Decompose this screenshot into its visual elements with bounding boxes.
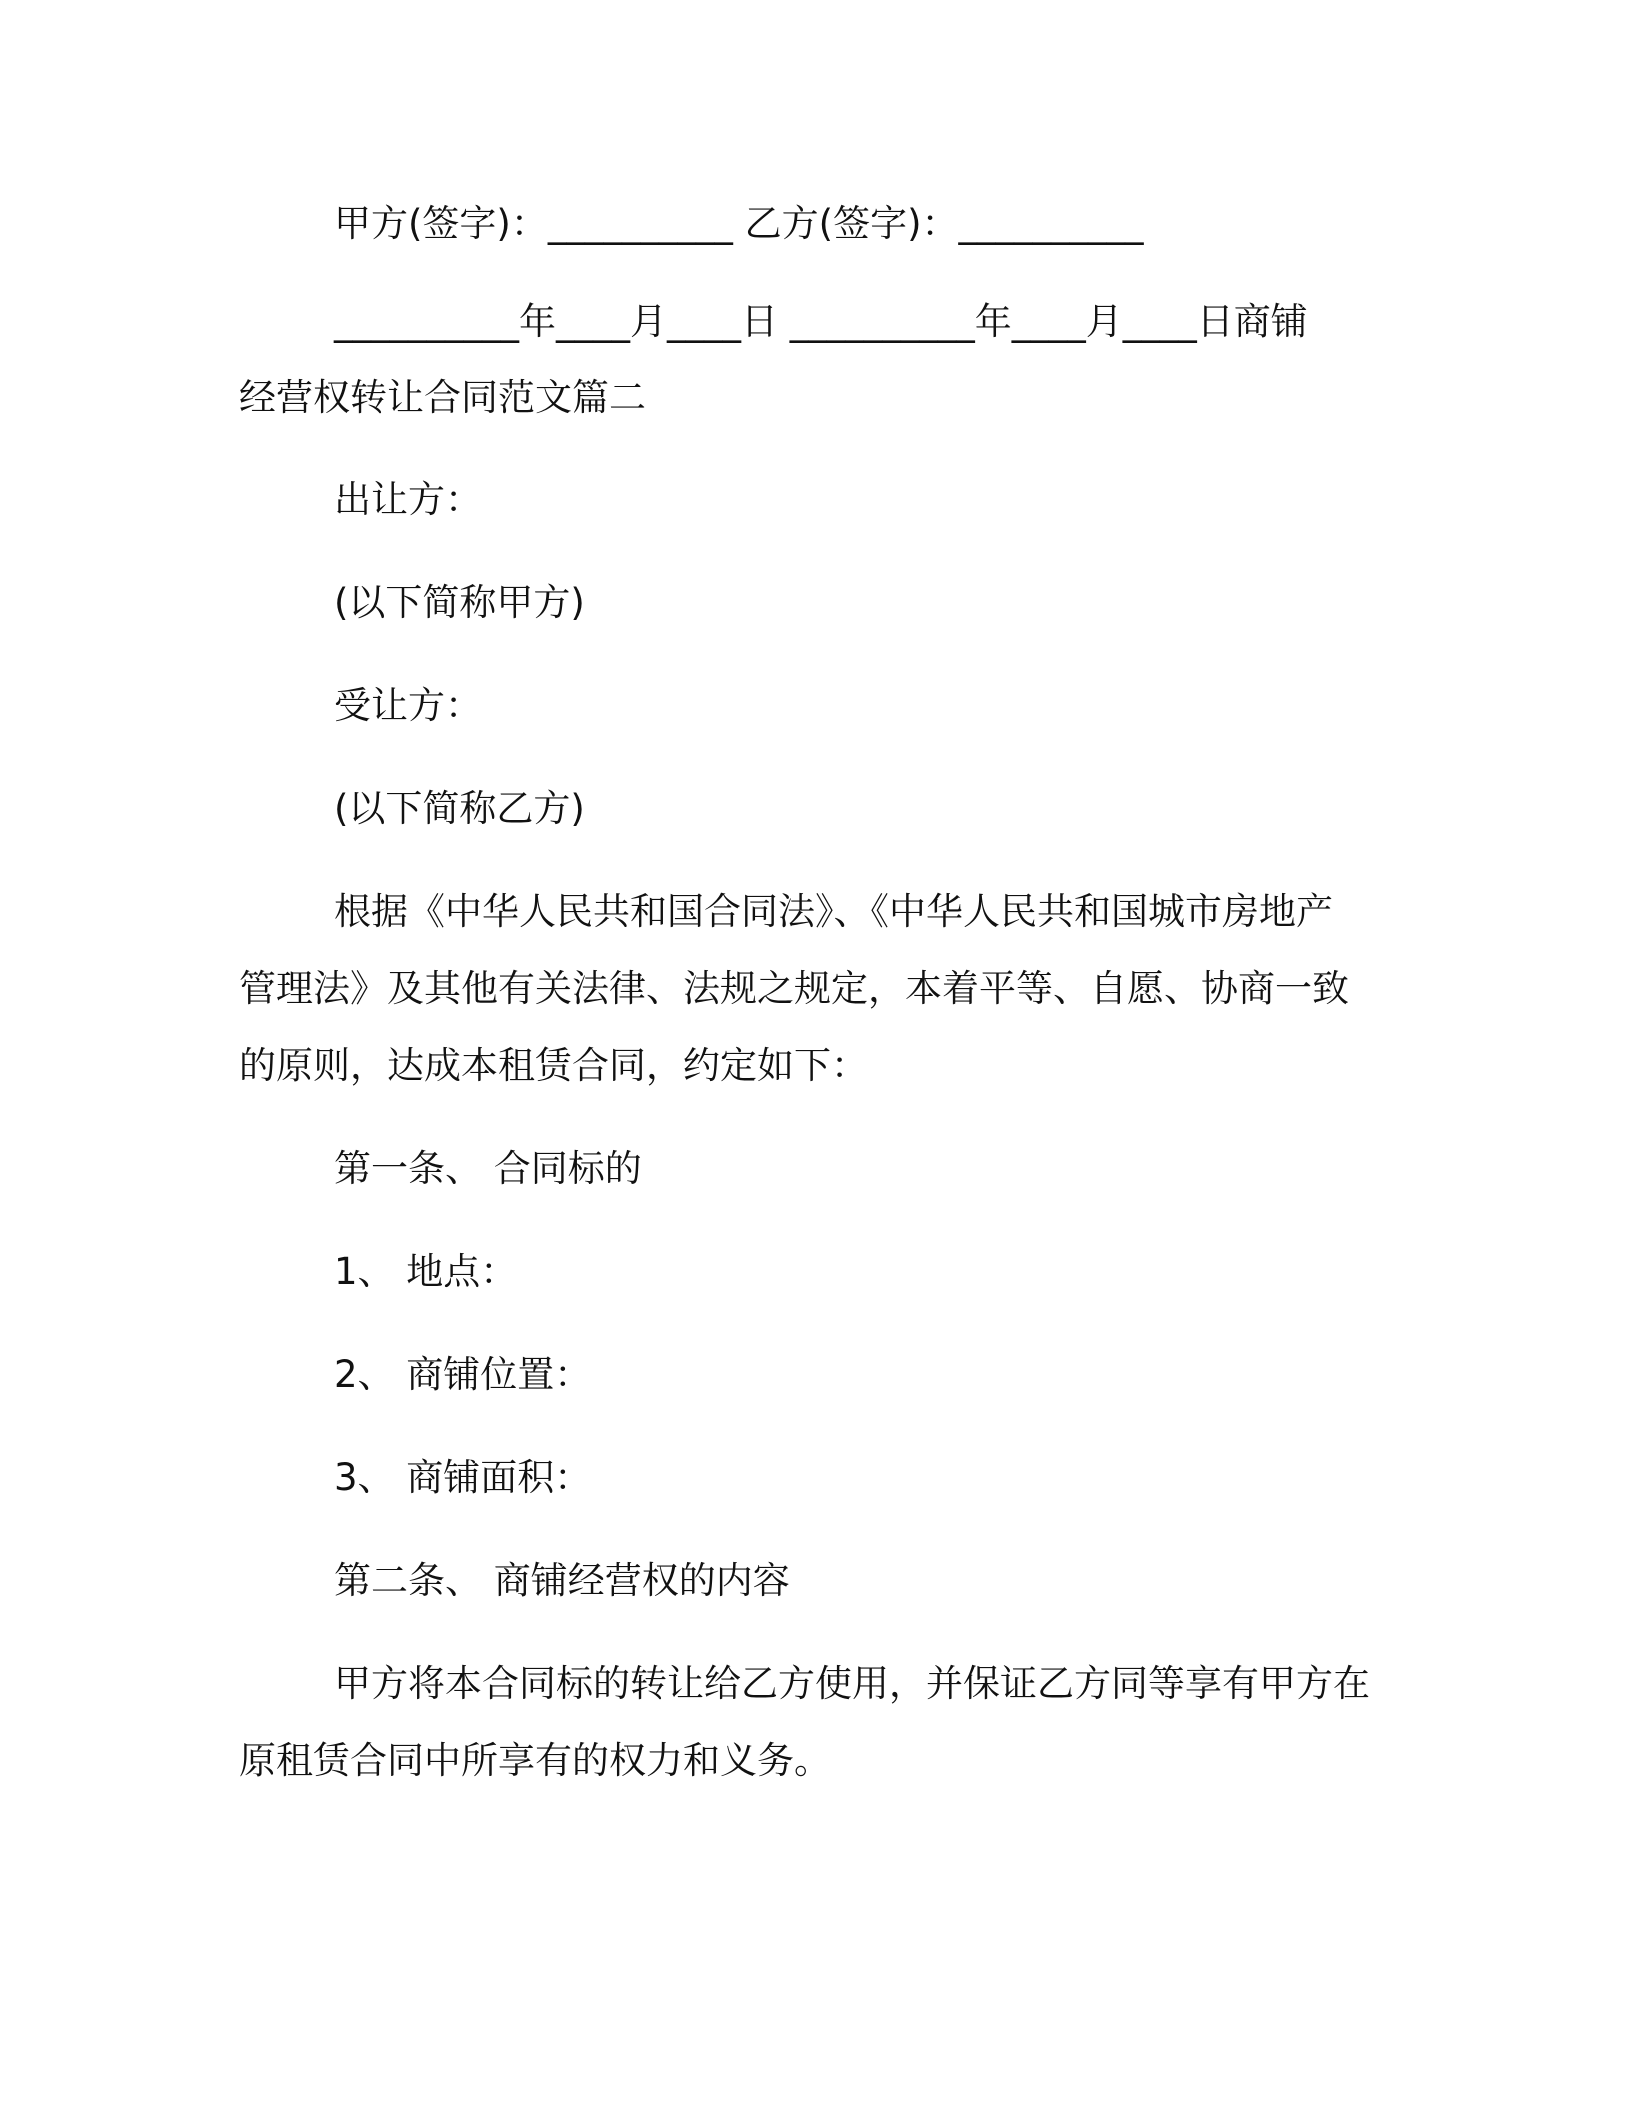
signature-line: 甲方(签字)：__________ 乙方(签字)：__________ xyxy=(334,202,1144,245)
paragraph-line: 的原则，达成本租赁合同，约定如下： xyxy=(239,1044,868,1087)
paragraph-line: 原租赁合同中所享有的权力和义务。 xyxy=(239,1739,831,1782)
transferor-label: 出让方： xyxy=(334,478,482,521)
list-item: 1、 地点： xyxy=(334,1250,518,1293)
paragraph-line: 管理法》及其他有关法律、法规之规定，本着平等、自愿、协商一致 xyxy=(239,967,1349,1010)
party-b-note: (以下简称乙方) xyxy=(334,787,585,830)
paragraph-line: 根据《中华人民共和国合同法》、《中华人民共和国城市房地产 xyxy=(334,890,1333,933)
list-item: 3、 商铺面积： xyxy=(334,1456,592,1499)
paragraph-line: 甲方将本合同标的转让给乙方使用，并保证乙方同等享有甲方在 xyxy=(334,1662,1370,1705)
list-item: 2、 商铺位置： xyxy=(334,1353,592,1396)
section-title: 经营权转让合同范文篇二 xyxy=(239,376,646,419)
party-a-note: (以下简称甲方) xyxy=(334,581,585,624)
article-heading: 第一条、 合同标的 xyxy=(334,1147,642,1190)
article-heading: 第二条、 商铺经营权的内容 xyxy=(334,1559,790,1602)
transferee-label: 受让方： xyxy=(334,684,482,727)
date-line: __________年____月____日 __________年____月____日商铺 xyxy=(334,300,1308,343)
